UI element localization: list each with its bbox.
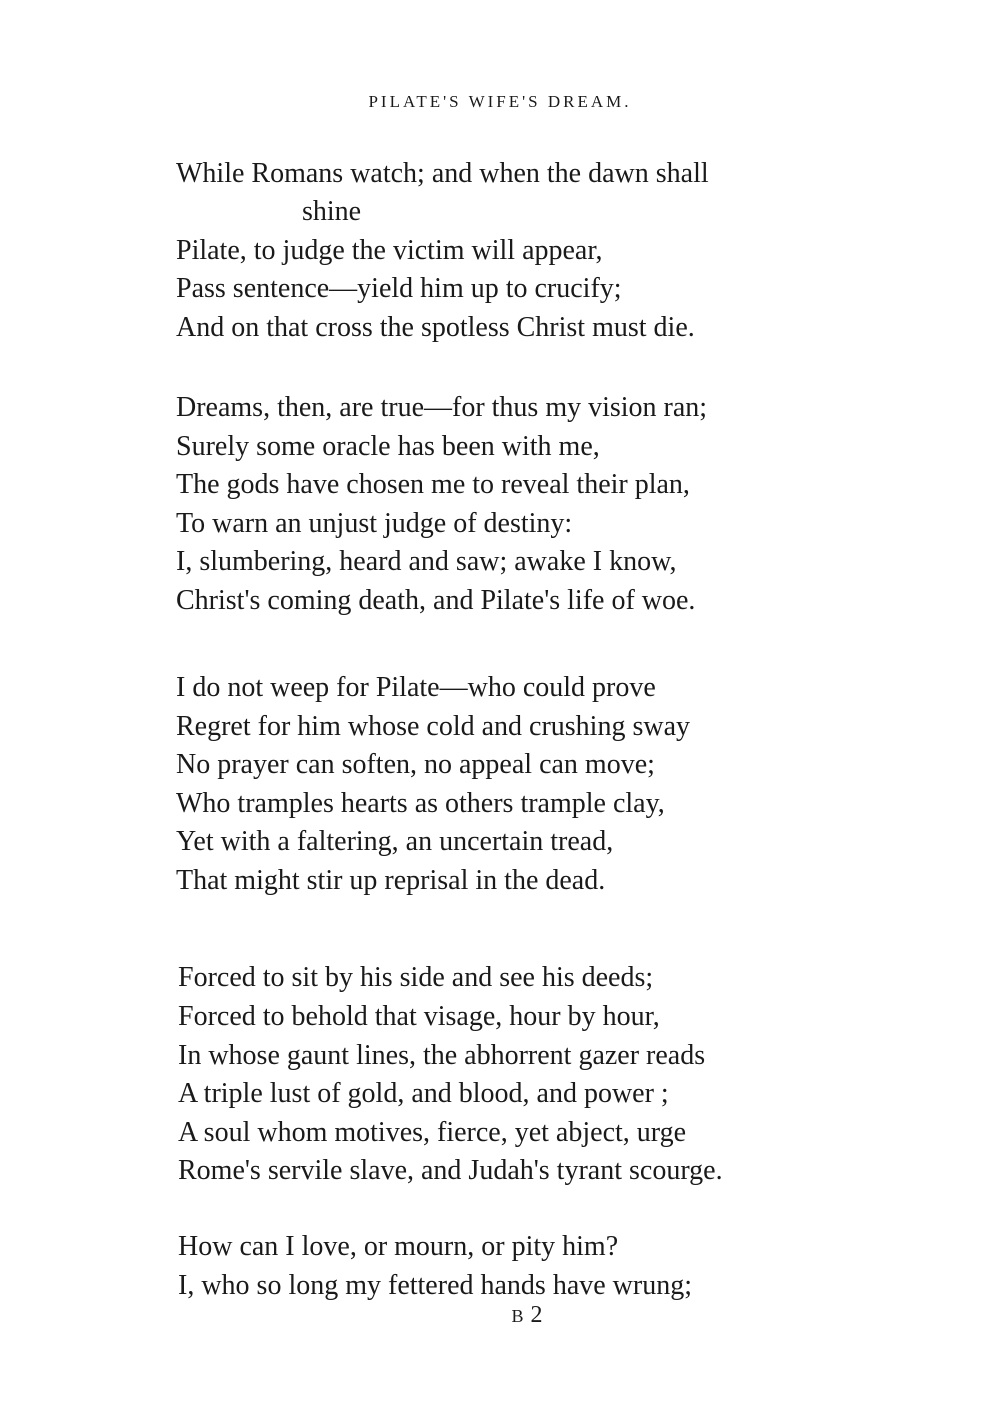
poem-line: Dreams, then, are true—for thus my vision ran; bbox=[176, 392, 708, 423]
poem-line: While Romans watch; and when the dawn shall bbox=[176, 158, 709, 189]
signature-mark: B bbox=[511, 1306, 525, 1326]
poem-line: That might stir up reprisal in the dead. bbox=[176, 865, 606, 896]
poem-line: A soul whom motives, fierce, yet abject, urge bbox=[178, 1117, 687, 1148]
poem-line: Regret for him whose cold and crushing sway bbox=[176, 711, 690, 742]
poem-line: The gods have chosen me to reveal their plan, bbox=[176, 469, 690, 500]
poem-line: No prayer can soften, no appeal can move; bbox=[176, 749, 655, 780]
poem-line: Pass sentence—yield him up to crucify; bbox=[176, 273, 622, 304]
poem-line: And on that cross the spotless Christ must die. bbox=[176, 312, 695, 343]
poem-line-continuation: shine bbox=[302, 196, 362, 227]
poem-line: Yet with a faltering, an uncertain tread, bbox=[176, 826, 614, 857]
poem-line: To warn an unjust judge of destiny: bbox=[176, 508, 573, 539]
poem-line: I, who so long my fettered hands have wrung; bbox=[178, 1270, 692, 1301]
poem-line: A triple lust of gold, and blood, and power ; bbox=[178, 1078, 669, 1109]
poem-line: How can I love, or mourn, or pity him? bbox=[178, 1231, 619, 1262]
poem-line: In whose gaunt lines, the abhorrent gazer reads bbox=[178, 1040, 706, 1071]
poem-line: Rome's servile slave, and Judah's tyrant scourge. bbox=[178, 1155, 723, 1186]
poem-line: Surely some oracle has been with me, bbox=[176, 431, 600, 462]
poem-line: Pilate, to judge the victim will appear, bbox=[176, 235, 603, 266]
page-number: 2 bbox=[530, 1302, 543, 1328]
running-head: PILATE'S WIFE'S DREAM. bbox=[368, 92, 632, 111]
poem-line: I do not weep for Pilate—who could prove bbox=[176, 672, 656, 703]
poem-line: Forced to sit by his side and see his deeds; bbox=[178, 962, 654, 993]
page-footer bbox=[0, 1302, 1000, 1329]
poem-line: Who tramples hearts as others trample clay, bbox=[176, 788, 665, 819]
poem-line: I, slumbering, heard and saw; awake I know, bbox=[176, 546, 677, 577]
poem-line: Christ's coming death, and Pilate's life of woe. bbox=[176, 585, 696, 616]
poem-line: Forced to behold that visage, hour by hour, bbox=[178, 1001, 660, 1032]
